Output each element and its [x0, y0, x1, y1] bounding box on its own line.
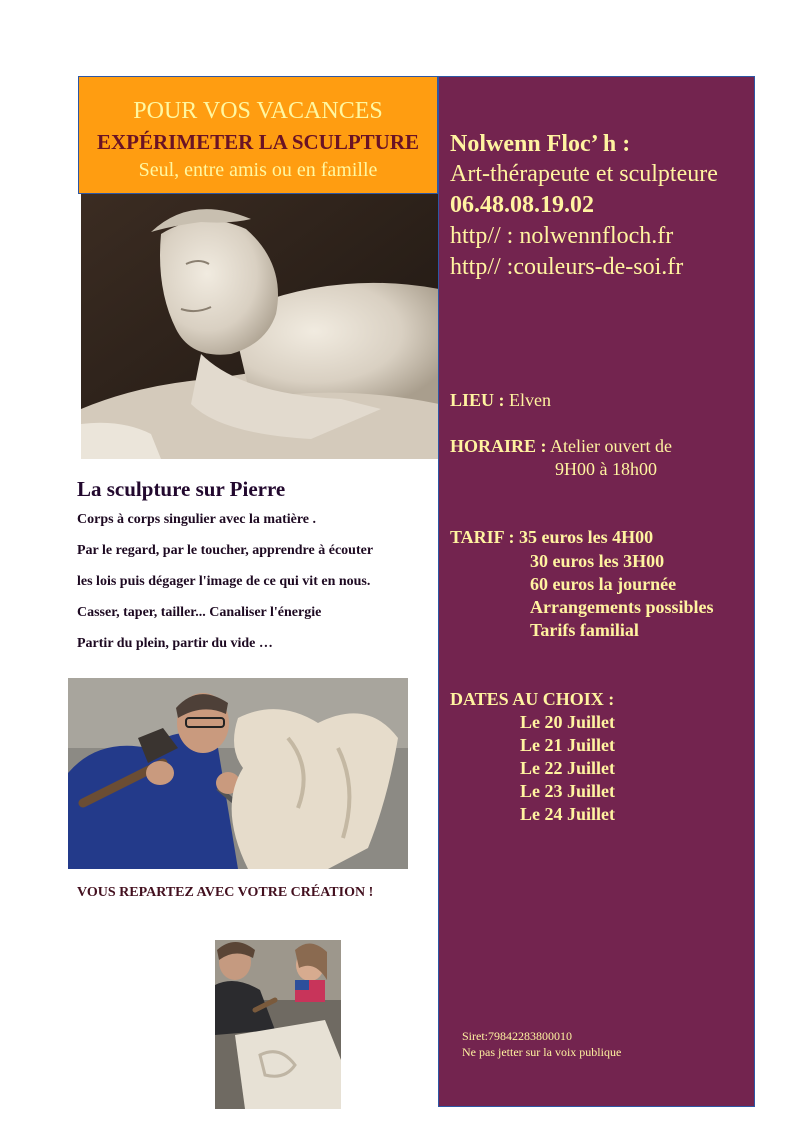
website-link-nolwennfloch[interactable]: http// : nolwennfloch.fr [450, 223, 674, 249]
website-link-couleurs-de-soi[interactable]: http// :couleurs-de-soi.fr [450, 254, 684, 280]
hours-label: HORAIRE : [450, 436, 547, 456]
price-3h: 30 euros les 3H00 [530, 551, 665, 571]
price-family: Tarifs familial [530, 620, 639, 640]
price-arrangements: Arrangements possibles [530, 597, 714, 617]
creation-callout: VOUS REPARTEZ AVEC VOTRE CRÉATION ! [77, 885, 374, 900]
banner-line-sculpture: EXPÉRIMETER LA SCULPTURE [96, 130, 420, 154]
location-label: LIEU : [450, 390, 505, 410]
phone-number: 06.48.08.19.02 [450, 192, 594, 218]
description-line: Corps à corps singulier avec la matière . [77, 512, 317, 527]
description-line: Casser, taper, tailler... Canaliser l'énergie [77, 605, 322, 620]
artist-name: Nolwenn Floc’ h : [450, 131, 631, 157]
price-label: TARIF : [450, 527, 515, 547]
banner-line-audience: Seul, entre amis ou en famille [138, 159, 378, 181]
description-line: Par le regard, par le toucher, apprendre à écouter [77, 543, 374, 558]
dates-label: DATES AU CHOIX : [450, 689, 615, 709]
price-row [450, 526, 653, 549]
section-title: La sculpture sur Pierre [77, 477, 286, 501]
date-item: Le 20 Juillet [520, 712, 615, 732]
location-row [450, 389, 551, 412]
siret-number: Siret:79842283800010 [462, 1029, 572, 1043]
description-line: les lois puis dégager l'image de ce qui vit en nous. [77, 574, 371, 589]
sculptor-working-photo [68, 678, 408, 869]
disposal-notice: Ne pas jetter sur la voix publique [462, 1045, 622, 1059]
info-panel [438, 76, 755, 1107]
kids-sculpting-photo [215, 940, 341, 1109]
date-item: Le 21 Juillet [520, 735, 615, 755]
banner-line-vacances: POUR VOS VACANCES [133, 98, 383, 124]
artist-role: Art-thérapeute et sculpteure [450, 161, 718, 187]
hours-value: Atelier ouvert de [546, 436, 672, 456]
description-line: Partir du plein, partir du vide … [77, 636, 273, 651]
location-value: Elven [504, 390, 552, 410]
price-day: 60 euros la journée [530, 574, 677, 594]
price-4h: 35 euros les 4H00 [514, 527, 654, 547]
date-item: Le 24 Juillet [520, 804, 615, 824]
stone-sculpture-photo [81, 194, 439, 459]
date-item: Le 22 Juillet [520, 758, 615, 778]
hours-row [450, 435, 672, 458]
title-banner [78, 76, 438, 194]
date-item: Le 23 Juillet [520, 781, 615, 801]
hours-time: 9H00 à 18h00 [555, 459, 657, 479]
